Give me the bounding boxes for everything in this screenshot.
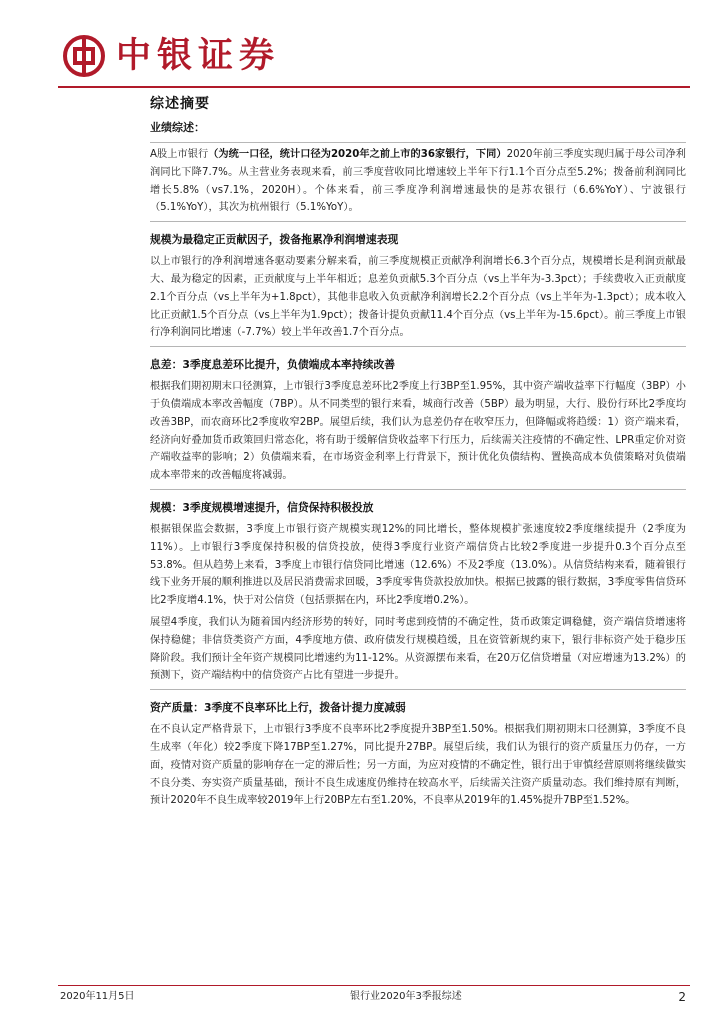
page-title: 综述摘要 xyxy=(150,96,210,112)
report-header xyxy=(62,30,662,86)
section-header xyxy=(150,689,686,717)
section-title-asset-quality: 资产质量：3季度不良率环比上行，拨备计提力度减弱 xyxy=(150,701,406,715)
section-title-scale: 规模：3季度规模增速提升，信贷保持积极投放 xyxy=(150,500,374,514)
section-title-scale-contribution: 规模为最稳定正贡献因子，拨备拖累净利润增速表现 xyxy=(150,233,399,247)
performance-paragraph xyxy=(150,146,686,217)
scale-paragraph-1: 根据银保监会数据，3季度上市银行资产规模实现12%的同比增长，整体规模扩张速度较2季度继续提升（2季度为11%）。上市银行3季度保持积极的信贷投放，使得3季度行业资产端信贷占比较2季度进一步提升0.3个百分点至53.8%。但从趋势上来看，3季度上市银行信贷同比增速（12.6%）不及2季度（13.0%）。从信贷结构来看，随着银行线下业务开展的顺利推进以及居民消费需求回暖，3季度零售贷款投放加快。根据已披露的银行数据，3季度零售信贷环比2季度增4.1%，快于对公信贷（包括票据在内，环比2季度增0.2%）。 xyxy=(150,523,686,607)
section-divider xyxy=(150,142,686,143)
bank-of-china-logo-icon xyxy=(62,34,106,78)
margin-paragraph: 根据我们期初期末口径测算，上市银行3季度息差环比2季度上行3BP至1.95%，其中资产端收益率下行幅度（3BP）小于负债端成本率改善幅度（7BP）。从不同类型的银行来看，城商行改善（5BP）最为明显，大行、股份行环比2季度均改善3BP，而农商环比2季度收窄2BP。展望后续，我们认为息差仍存在收窄压力，但降幅或将趋缓：1）资产端来看，经济向好叠加货币政策回归常态化，将有助于缓解信贷收益率下行压力，后续需关注疫情的不确定性、LPR重定价对资产端收益率的影响；2）负债端来看，在市场资金利率上行背景下，预计优化负债结构、置换高成本负债策略对负债端成本率带来的改善幅度将减弱。 xyxy=(150,381,686,482)
footer-divider xyxy=(58,985,690,986)
scale-paragraph-2: 展望4季度，我们认为随着国内经济形势的转好，同时考虑到疫情的不确定性，货币政策定调稳健，资产端信贷增速将保持稳健；非信贷类资产方面，4季度地方债、政府债发行规模趋缓，且在资管新规约束下，银行非标资产处于稳步压降阶段。我们预计全年资产规模同比增速约为11-12%。从资源摆布来看，在20万亿信贷增量（对应增速为13.2%）的预测下，资产端结构中的信贷资产占比有望进一步提升。 xyxy=(150,616,686,682)
footer-date: 2020年11月5日 xyxy=(60,991,135,1002)
performance-subhead: 业绩综述： xyxy=(150,121,205,134)
asset-quality-paragraph: 在不良认定严格背景下，上市银行3季度不良率环比2季度提升3BP至1.50%。根据我们期初期末口径测算，3季度不良生成率（年化）较2季度下降17BP至1.27%，同比提升27BP。展望后续，我们认为银行的资产质量压力仍存，一方面，疫情对资产质量的影响存在一定的滞后性；另一方面，为应对疫情的不确定性，银行出于审慎经营原则将继续做实不良分类、夯实资产质量基础，预计不良生成速度仍维持在较高水平，后续需关注资产质量动态。我们维持原有判断，预计2020年不良生成率较2019年上行20BP左右至1.20%，不良率从2019年的1.45%提升7BP至1.52%。 xyxy=(150,724,686,807)
scale-contribution-paragraph: 以上市银行的净利润增速各驱动要素分解来看，前三季度规模正贡献净利润增长6.3个百分点，规模增长是利润贡献最大、最为稳定的因素，正贡献度与上半年相近；息差负贡献5.3个百分点（vs上半年为-3.3pct）；手续费收入正贡献度2.1个百分点（vs上半年为+1.8pct），其他非息收入负贡献净利润增长2.2个百分点（vs上半年为-1.3pct）；成本收入比正贡献1.5个百分点（vs上半年为1.9pct）；拨备计提负贡献11.4个百分点（vs上半年为-15.6pct）。前三季度上市银行净利润同比增速（-7.7%）较上半年改善1.7个百分点。 xyxy=(150,256,686,339)
report-body xyxy=(150,94,686,814)
header-divider xyxy=(58,86,690,88)
section-title-margin: 息差：3季度息差环比提升，负债端成本率持续改善 xyxy=(150,358,396,372)
brand-name: 中银证券 xyxy=(116,35,281,76)
section-header xyxy=(150,346,686,374)
para-bold-note: （为统一口径，统计口径为2020年之前上市的36家银行，下同） xyxy=(208,149,507,160)
footer-report-name: 银行业2020年3季报综述 xyxy=(350,991,462,1002)
section-header xyxy=(150,489,686,517)
para-text: A股上市银行 xyxy=(150,149,209,160)
para-text: 2020年前三季度实现归属于母公司净利润同比下降7.7%。从主营业务表现来看，前三季度营收同比增速较上半年下行1.1个百分点至5.2%；拨备前利润同比增长5.8%（vs7.1%，2020H）。个体来看，前三季度净利润增速最快的是苏农银行（6.6%YoY）、宁波银行（5.1%YoY），其次为杭州银行（5.1%YoY）。 xyxy=(150,149,686,214)
page-number: 2 xyxy=(678,990,686,1004)
section-header xyxy=(150,221,686,249)
